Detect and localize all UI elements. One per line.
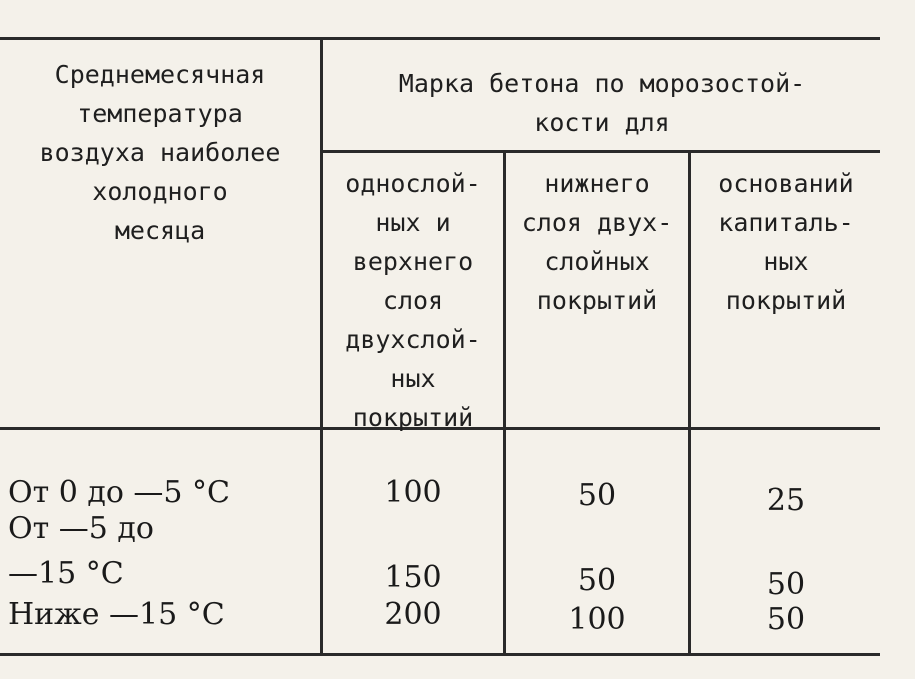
header-bottom-layer: нижнего слоя двух- слойных покрытий: [521, 169, 673, 315]
subheader-rule: [322, 150, 880, 153]
row-3-value-1: 200: [384, 597, 442, 632]
row-1-value-1: 100: [384, 475, 442, 510]
header-frost-grade-group: Марка бетона по морозостой- кости для: [398, 69, 806, 137]
row-2-label: От —5 до: [8, 511, 154, 546]
table-bottom-rule: [0, 653, 880, 656]
column-divider-3: [688, 151, 691, 653]
header-capital-bases: оснований капиталь- ных покрытий: [718, 169, 854, 315]
row-2-value-2: 50: [577, 563, 617, 598]
header-single-and-top-layer: однослой- ных и верхнего слоя двухслой- ных покрытий: [345, 169, 481, 432]
row-2-value-3: 50: [766, 567, 806, 602]
column-divider-2: [503, 151, 506, 653]
row-2-value-1: 150: [384, 560, 442, 595]
row-1-value-2: 50: [577, 478, 617, 513]
header-temperature: Среднемесячная температура воздуха наиболее холодного месяца: [39, 60, 281, 245]
row-2-label-continued: —15 °С: [8, 556, 124, 591]
row-3-value-2: 100: [568, 602, 626, 637]
row-3-value-3: 50: [766, 602, 806, 637]
table-top-rule: [0, 37, 880, 40]
row-1-label: От 0 до —5 °С: [8, 475, 230, 510]
row-3-label: Ниже —15 °С: [8, 597, 225, 632]
row-1-value-3: 25: [766, 483, 806, 518]
